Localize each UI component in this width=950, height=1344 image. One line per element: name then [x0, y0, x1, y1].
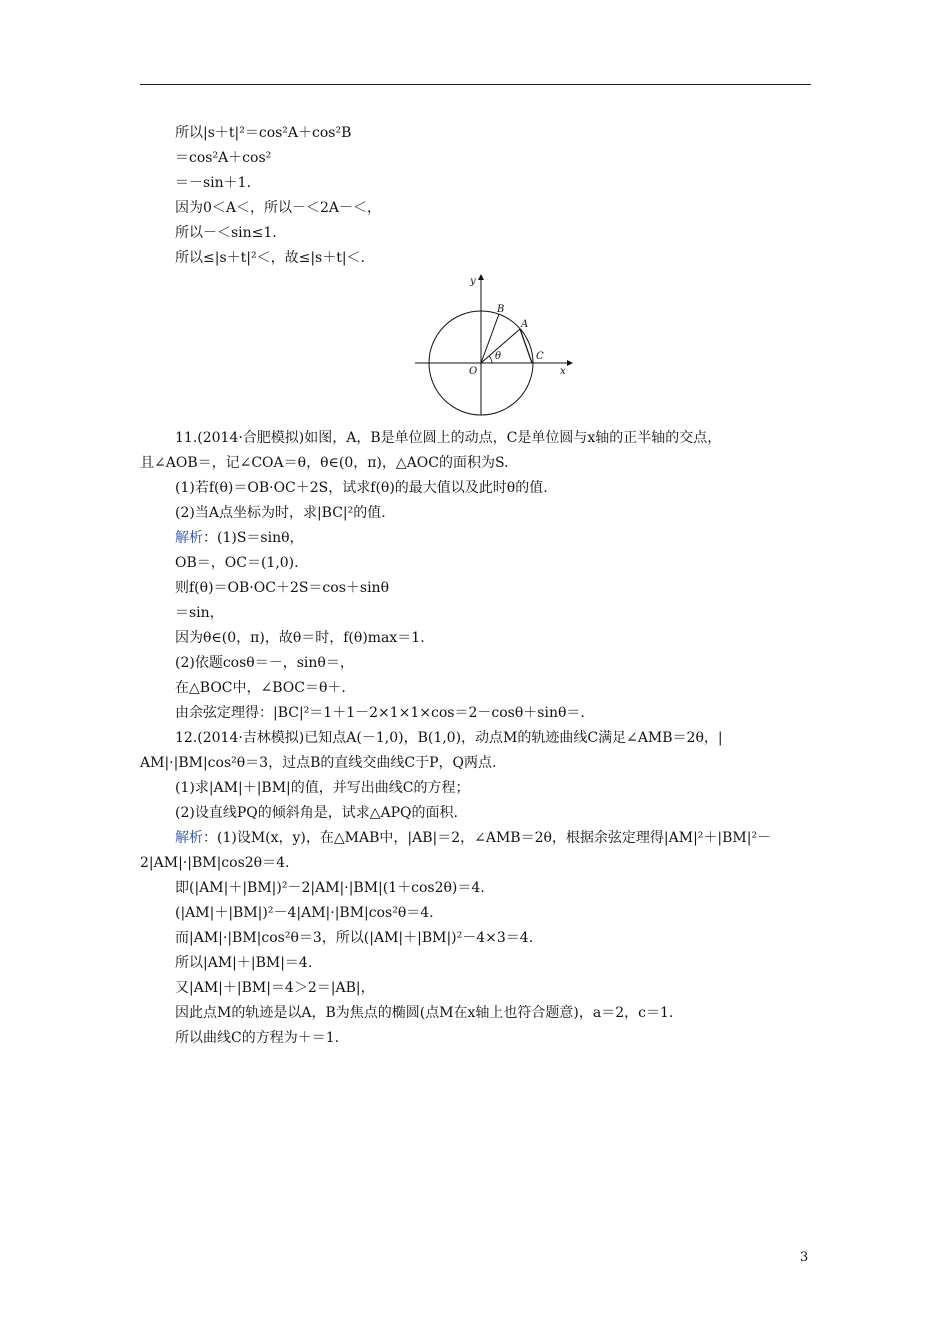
text-line — [175, 978, 375, 998]
text-line — [175, 198, 381, 218]
line-text: 所以≤|s＋t|²＜，故≤|s＋t|＜. — [175, 250, 366, 266]
y-axis-arrow — [478, 274, 484, 280]
line-text: 在△BOC中，∠BOC＝θ＋. — [175, 680, 346, 696]
line-text: ＝sin， — [175, 605, 224, 621]
text-line — [175, 703, 585, 723]
text-line — [175, 1003, 673, 1023]
text-line — [175, 528, 304, 548]
line-text: AM|·|BM|cos²θ＝3，过点B的直线交曲线C于P，Q两点. — [140, 755, 497, 771]
line-text: OB＝，OC＝(1,0). — [175, 555, 299, 571]
line-text: 由余弦定理得：|BC|²＝1＋1－2×1×1×cos＝2－cosθ＋sinθ＝. — [175, 705, 585, 721]
line-text: ＝cos²A＋cos² — [175, 150, 272, 166]
line-text: ＝－sin＋1. — [175, 175, 252, 191]
text-line — [175, 503, 386, 523]
x-axis-arrow — [567, 360, 573, 366]
text-line — [175, 1028, 339, 1048]
line-text: 11.(2014·合肥模拟)如图，A，B是单位圆上的动点，C是单位圆与x轴的正半轴的交点， — [175, 430, 722, 446]
line-text: 而|AM|·|BM|cos²θ＝3，所以(|AM|＋|BM|)²－4×3＝4. — [175, 930, 534, 946]
label-x: x — [560, 366, 566, 377]
line-text: ：(1)设M(x，y)，在△MAB中，|AB|＝2，∠AMB＝2θ，根据余弦定理得|AM|²＋|BM|²－ — [203, 830, 772, 846]
text-line — [140, 453, 509, 473]
text-line — [175, 148, 271, 168]
text-line — [175, 173, 251, 193]
line-text: 所以曲线C的方程为＋＝1. — [175, 1030, 340, 1046]
text-line — [175, 478, 548, 498]
line-text: (2)设直线PQ的倾斜角是，试求△APQ的面积. — [175, 805, 458, 821]
line-text: 12.(2014·吉林模拟)已知点A(－1,0)，B(1,0)，动点M的轨迹曲线C满足∠AMB＝2θ，| — [175, 730, 723, 746]
theta-arc — [489, 356, 492, 363]
line-text: 且∠AOB＝，记∠COA＝θ，θ∈(0，π)，△AOC的面积为S. — [140, 455, 509, 471]
line-text: 则f(θ)＝OB·OC＋2S＝cos＋sinθ — [175, 580, 389, 596]
label-O: O — [469, 366, 478, 377]
text-line — [175, 953, 312, 973]
text-line — [175, 628, 425, 648]
line-text: 所以|AM|＋|BM|＝4. — [175, 955, 313, 971]
text-line — [175, 428, 721, 448]
analysis-label: 解析 — [175, 530, 203, 546]
line-text: (1)求|AM|＋|BM|的值，并写出曲线C的方程； — [175, 780, 470, 796]
line-text: 因为θ∈(0，π)，故θ＝时，f(θ)max＝1. — [175, 630, 425, 646]
line-text: ：(1)S＝sinθ， — [203, 530, 304, 546]
label-A: A — [521, 319, 529, 330]
text-line — [175, 123, 351, 143]
line-text: 所以－＜sin≤1. — [175, 225, 277, 241]
text-line — [175, 678, 346, 698]
analysis-label: 解析 — [175, 830, 203, 846]
text-line — [175, 578, 389, 598]
text-line — [175, 878, 485, 898]
label-C: C — [536, 351, 544, 362]
text-line — [175, 653, 354, 673]
text-line — [175, 928, 533, 948]
header-rule — [140, 84, 811, 85]
line-text: 又|AM|＋|BM|＝4＞2＝|AB|， — [175, 980, 375, 996]
line-text: 因为0＜A＜，所以－＜2A－＜， — [175, 200, 382, 216]
text-line — [175, 248, 365, 268]
line-text: (2)当A点坐标为时，求|BC|²的值. — [175, 505, 386, 521]
text-line — [175, 728, 723, 748]
text-line — [175, 903, 434, 923]
text-line — [175, 778, 469, 798]
text-line — [140, 853, 289, 873]
line-text: 2|AM|·|BM|cos2θ＝4. — [140, 855, 290, 871]
text-line — [175, 828, 771, 848]
text-line — [175, 603, 224, 623]
text-line — [175, 803, 458, 823]
label-y: y — [470, 276, 476, 287]
unit-circle-figure — [410, 270, 580, 420]
line-text: (|AM|＋|BM|)²－4|AM|·|BM|cos²θ＝4. — [175, 905, 434, 921]
text-line — [175, 553, 299, 573]
text-line — [140, 753, 496, 773]
text-line — [175, 223, 277, 243]
line-text: 所以|s＋t|²＝cos²A＋cos²B — [175, 125, 352, 141]
label-B: B — [497, 304, 505, 315]
line-text: 因此点M的轨迹是以A，B为焦点的椭圆(点M在x轴上也符合题意)，a＝2，c＝1. — [175, 1005, 674, 1021]
page-number: 3 — [800, 1250, 809, 1265]
label-theta: θ — [495, 351, 502, 362]
line-text: (2)依题cosθ＝－，sinθ＝， — [175, 655, 354, 671]
line-text: 即(|AM|＋|BM|)²－2|AM|·|BM|(1＋cos2θ)＝4. — [175, 880, 485, 896]
line-text: (1)若f(θ)＝OB·OC＋2S，试求f(θ)的最大值以及此时θ的值. — [175, 480, 548, 496]
